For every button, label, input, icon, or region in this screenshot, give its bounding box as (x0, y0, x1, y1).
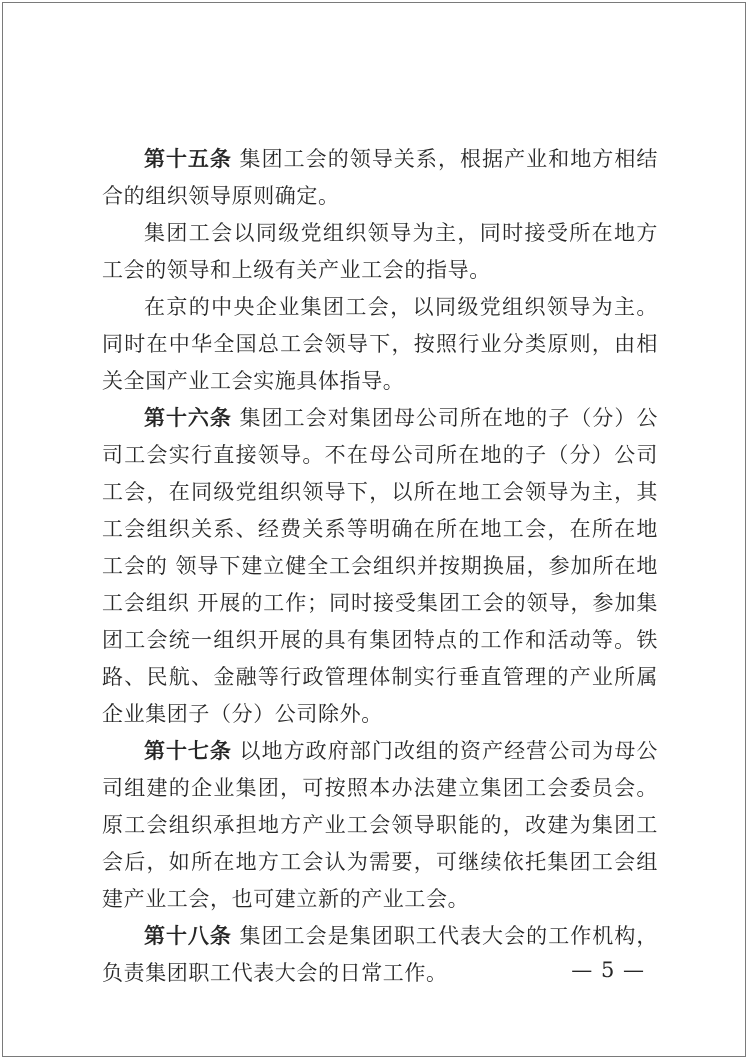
paragraph-text: 集团工会对集团母公司所在地的子（分）公司工会实行直接领导。不在母公司所在地的子（分）公司工会，在同级党组织领导下，以所在地工会领导为主，其工会组织关系、经费关系等明确在所在地工会，在所在地工会的 领导下建立健全工会组织并按期换届，参加所在地工会组织 开展的工作；同时接受集团工会的领导，参加集团工会统一组织开展的具有集团特点的工作和活动等。铁路、民航、金融等行政管理体制实行垂直管理的产业所属企业集团子（分）公司除外。 (102, 406, 658, 726)
article-number: 第十七条 (144, 739, 232, 763)
paragraph-article-16 (102, 400, 658, 733)
paragraph-text: 在京的中央企业集团工会，以同级党组织领导为主。同时在中华全国总工会领导下，按照行业分类原则，由相关全国产业工会实施具体指导。 (102, 295, 658, 393)
paragraph-text: 集团工会是集团职工代表大会的工作机构，负责集团职工代表大会的日常工作。 (102, 924, 658, 985)
article-number: 第十六条 (144, 406, 232, 430)
paragraph-text: 集团工会的领导关系，根据产业和地方相结合的组织领导原则确定。 (102, 147, 658, 208)
paragraph-text: 集团工会以同级党组织领导为主，同时接受所在地方工会的领导和上级有关产业工会的指导。 (102, 221, 658, 282)
paragraph-article-15-clause-2 (102, 215, 658, 289)
document-page (2, 2, 746, 1057)
document-body (102, 141, 658, 992)
paragraph-article-17 (102, 733, 658, 918)
article-number: 第十八条 (144, 924, 232, 948)
article-number: 第十五条 (144, 147, 232, 171)
paragraph-article-15 (102, 141, 658, 215)
paragraph-article-15-clause-3 (102, 289, 658, 400)
page-number: — 5 — (571, 958, 645, 982)
paragraph-text: 以地方政府部门改组的资产经营公司为母公司组建的企业集团，可按照本办法建立集团工会委员会。原工会组织承担地方产业工会领导职能的，改建为集团工会后，如所在地方工会认为需要，可继续依托集团工会组建产业工会，也可建立新的产业工会。 (102, 739, 658, 911)
